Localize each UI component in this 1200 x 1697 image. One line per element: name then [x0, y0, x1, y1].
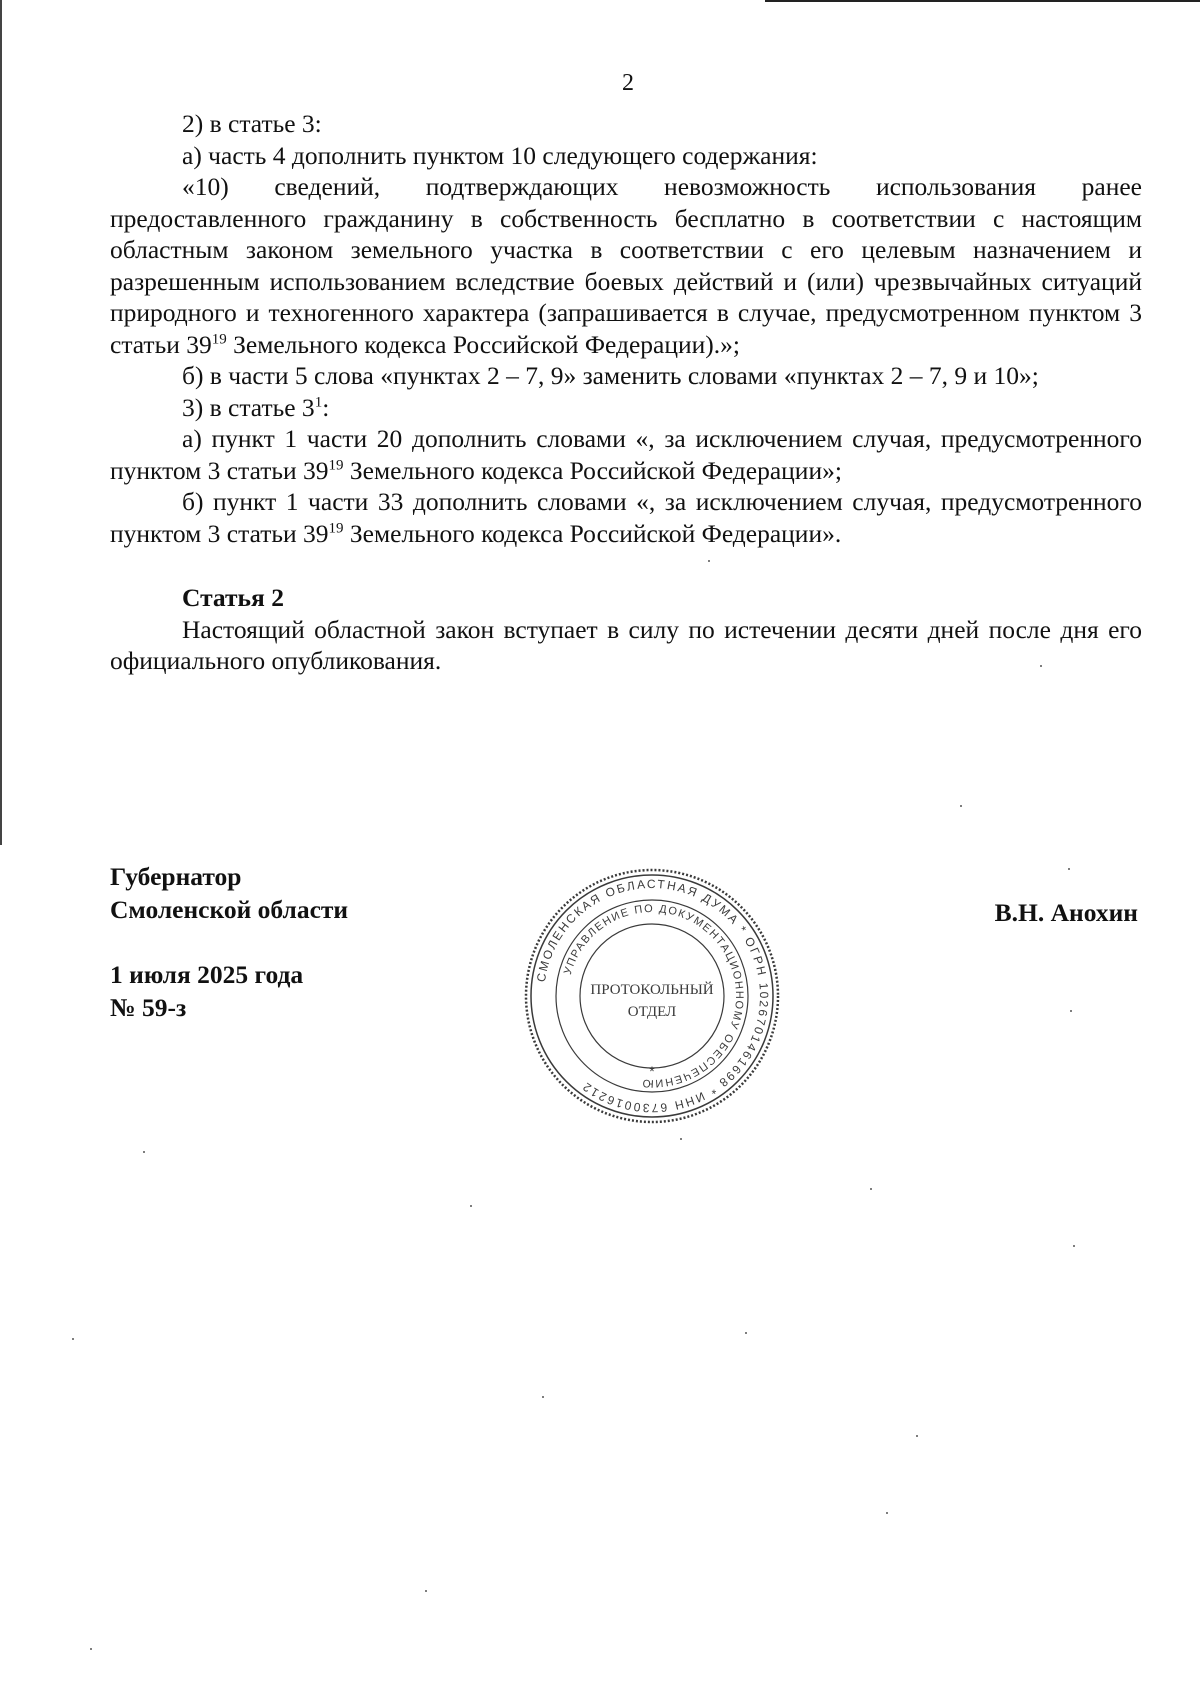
- scan-speck: [886, 1512, 888, 1514]
- item-3-colon: :: [322, 392, 330, 422]
- scan-speck: [542, 1396, 544, 1398]
- scan-speck: [1040, 665, 1042, 667]
- left-scan-edge: [0, 0, 2, 845]
- signatory-title: [110, 860, 348, 926]
- point-10-text: «10) сведений, подтверждающих невозможность использования ранее предоставленного гражданину в собственность бесплатно в соответствии с настоящим областным законом земельного участка в соответствии с его целевым назначением и разрешенным использованием вследствие боевых действий и (или) чрезвычайных ситуаций природного и техногенного характера (запрашивается в случае, предусмотренном пунктом 3 статьи 39: [110, 172, 1142, 359]
- top-scan-edge: [765, 0, 1200, 2]
- paragraph-item-3b: [110, 486, 1142, 549]
- signatory-title-line2: Смоленской области: [110, 895, 349, 924]
- scan-speck: [680, 1138, 682, 1140]
- signatory-title-line1: Губернатор: [110, 862, 242, 891]
- seal-star: *: [649, 1063, 655, 1079]
- scan-speck: [1070, 1010, 1072, 1012]
- item-3b-text-end: Земельного кодекса Российской Федерации».: [343, 518, 842, 548]
- scan-speck: [143, 1151, 145, 1153]
- point-10-text-end: Земельного кодекса Российской Федерации).»;: [226, 329, 741, 359]
- scan-speck: [960, 805, 962, 807]
- document-body: [110, 108, 1142, 677]
- paragraph-item-3: [110, 392, 1142, 424]
- paragraph-subitem-b: б) в части 5 слова «пунктах 2 – 7, 9» заменить словами «пунктах 2 – 7, 9 и 10»;: [182, 361, 1039, 390]
- superscript: 19: [328, 520, 344, 536]
- law-date: 1 июля 2025 года: [110, 960, 304, 989]
- scan-speck: [470, 1205, 472, 1207]
- seal-inner-path: УПРАВЛЕНИЕ ПО ДОКУМЕНТАЦИОННОМУ ОБЕСПЕЧЕНИЮ: [561, 902, 746, 1090]
- scan-speck: [1073, 1245, 1075, 1247]
- item-3b-text: б) пункт 1 части 33 дополнить словами «, за исключением случая, предусмотренного пунктом 3 статьи 39: [110, 487, 1142, 548]
- superscript: 19: [328, 457, 344, 473]
- paragraph-item-3a: [110, 423, 1142, 486]
- seal-center-line2: ОТДЕЛ: [627, 1004, 677, 1020]
- scan-speck: [425, 1590, 427, 1592]
- superscript: 19: [211, 331, 227, 347]
- seal-outer-path: СМОЛЕНСКАЯ ОБЛАСТНАЯ ДУМА * ОГРН 1026701461698 * ИНН 6730016212: [533, 876, 772, 1116]
- scan-speck: [1068, 868, 1070, 870]
- scan-speck: [72, 1338, 74, 1340]
- law-number: № 59-з: [110, 993, 187, 1022]
- item-3a-text: а) пункт 1 части 20 дополнить словами «, за исключением случая, предусмотренного пунктом 3 статьи 39: [110, 424, 1142, 485]
- official-seal-stamp: [522, 866, 782, 1126]
- scan-speck: [916, 1435, 918, 1437]
- signatory-name: В.Н. Анохин: [994, 898, 1138, 927]
- page-number: 2: [622, 70, 634, 96]
- law-date-block: [110, 958, 303, 1024]
- scan-speck: [708, 560, 710, 562]
- article-2-heading: Статья 2: [182, 583, 284, 612]
- paragraph-subitem-a: а) часть 4 дополнить пунктом 10 следующего содержания:: [182, 140, 818, 170]
- scan-speck: [745, 1332, 747, 1334]
- paragraph-item-2: 2) в статье 3:: [182, 109, 322, 138]
- paragraph-point-10: [110, 171, 1142, 360]
- superscript: 1: [314, 394, 323, 410]
- scan-speck: [90, 1648, 92, 1650]
- article-2-text: Настоящий областной закон вступает в силу по истечении десяти дней после дня его официального опубликования.: [110, 614, 1142, 675]
- item-3a-text-end: Земельного кодекса Российской Федерации»;: [343, 455, 842, 485]
- scan-speck: [870, 1188, 872, 1190]
- seal-center-line1: ПРОТОКОЛЬНЫЙ: [590, 982, 714, 998]
- item-3-text: 3) в статье 3: [182, 392, 315, 422]
